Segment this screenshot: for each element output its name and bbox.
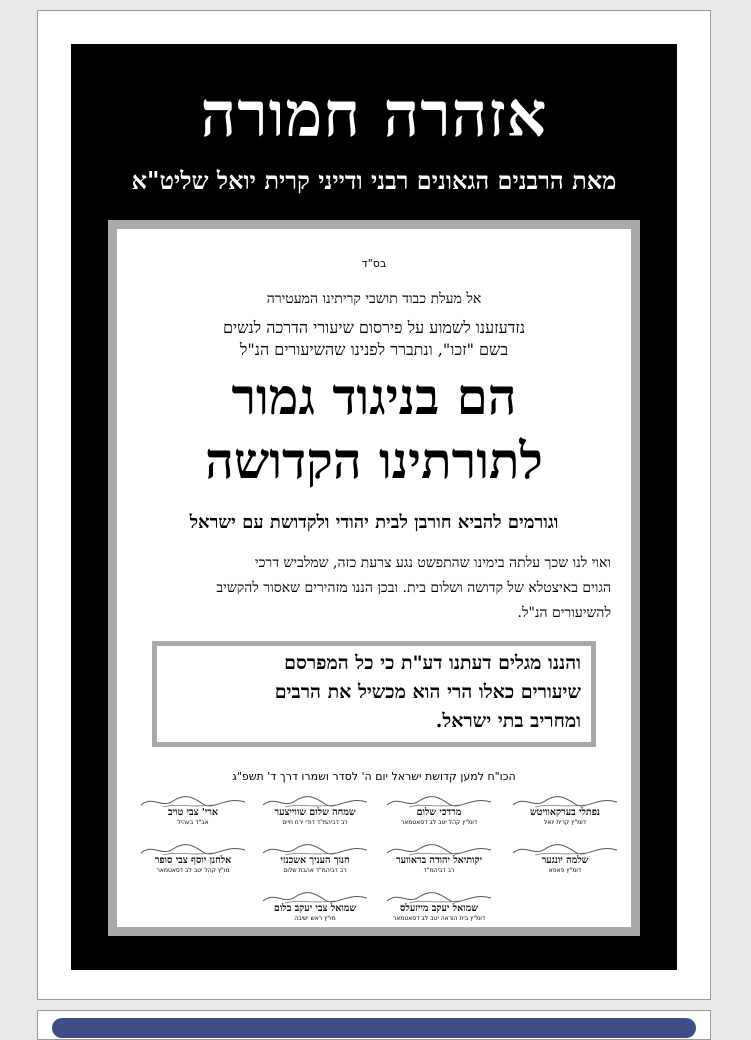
next-card (37, 1010, 711, 1040)
next-card-banner (52, 1018, 696, 1038)
signer-name: יקותיאל יהודה בראווער (395, 855, 483, 866)
warning-paragraph (137, 551, 611, 626)
letter-intro-2: בשם "זכו", ונתברר לפנינו שהשיעורים הנ"ל (239, 340, 509, 359)
signer-name: חנוך העניך אשכנזי (280, 855, 350, 866)
signer-title: רב דביהמ"ד (423, 867, 455, 874)
dateline: הכו"ח למען קדושת ישראל יום ה' לסדר ושמרו דרך ד' תשפ"ג (232, 770, 516, 783)
signature (255, 793, 375, 829)
signature (255, 889, 375, 925)
signature (133, 793, 253, 829)
signature (379, 841, 499, 877)
poster-subheadline: מאת הרבנים הגאונים רבני ודייני קרית יואל שליט"א (131, 166, 617, 195)
bsd-mark: בס"ד (361, 257, 387, 270)
signature (505, 793, 625, 829)
signer-title: דומ"ץ בית הוראה יטב לב דסאטמאר (392, 915, 486, 922)
warning-poster (71, 44, 677, 970)
signer-title: מו"ץ קהל יטב לב דסאטמאר (156, 867, 230, 874)
boxed-line-2: שיעורים כאלו הרי הוא מכשיל את הרבים (274, 681, 581, 703)
signer-title: רב דביהמ"ד אהבת שלום (283, 867, 347, 874)
signature (255, 841, 375, 877)
signer-name: שמואל יעקב מייזעלס (400, 903, 478, 914)
signer-name: מרדכי שלום (416, 807, 462, 818)
paragraph-line-3: להשיעורים הנ"ל. (517, 605, 611, 621)
signer-name: נפתלי בערקאוויטש (530, 807, 600, 818)
causing-line: וגורמים להביא חורבן לבית יהודי ולקדושת עם ישראל (189, 512, 559, 533)
signature (505, 841, 625, 877)
signer-name: שמחה שלום שווייצער (274, 807, 356, 818)
letter-frame (108, 220, 640, 936)
paragraph-line-2: הגוים באיצטלא של קדושה ושלום בית. ובכן הננו מזהירים שאסור להקשיב (216, 580, 611, 596)
signer-title: דומ"ץ קרית יואל (543, 819, 587, 826)
paragraph-line-1: ואוי לנו שכך עלתה בימינו שהתפשט נגע צרעת כזה, שמלביש דרכי (254, 555, 611, 571)
signer-name: שלמה יונגער (541, 855, 589, 866)
boxed-line-1: והננו מגלים דעתנו דע"ת כי כל המפרסם (284, 652, 581, 674)
letter-address: אל מעלת כבוד תושבי קריתינו המעטירה (266, 291, 482, 307)
poster-headline: אזהרה חמורה (200, 78, 548, 151)
letter-body (117, 229, 631, 927)
letter-intro-1: נזדעזענו לשמוע על פירסום שיעורי הדרכה לנשים (222, 318, 526, 337)
big-statement-1: הם בניגוד גמור (231, 367, 517, 426)
big-statement-2: לתורתינו הקדושה (205, 431, 543, 490)
signer-title: דומ"ץ קהל יטב לב דסאטמאר (400, 819, 478, 826)
signer-name: ארי' צבי טויב (167, 807, 219, 818)
signature (379, 889, 499, 925)
signer-title: אב"ד בעהיל (177, 819, 209, 826)
signature (133, 841, 253, 877)
signer-name: שמואל צבי יעקב בלום (273, 903, 357, 914)
signer-title: רב דביהמ"ד דודי ירח חיים (282, 819, 348, 826)
signer-title: מו"ץ ראש ישיבה (294, 915, 336, 922)
signature (379, 793, 499, 829)
signer-name: אלחנן יוסף צבי סופר (154, 855, 232, 866)
signer-title: דומ"ץ פאפא (548, 867, 582, 874)
boxed-declaration (157, 646, 591, 742)
boxed-declaration-frame (152, 641, 596, 747)
boxed-line-3: ומחריב בתי ישראל. (435, 710, 581, 732)
